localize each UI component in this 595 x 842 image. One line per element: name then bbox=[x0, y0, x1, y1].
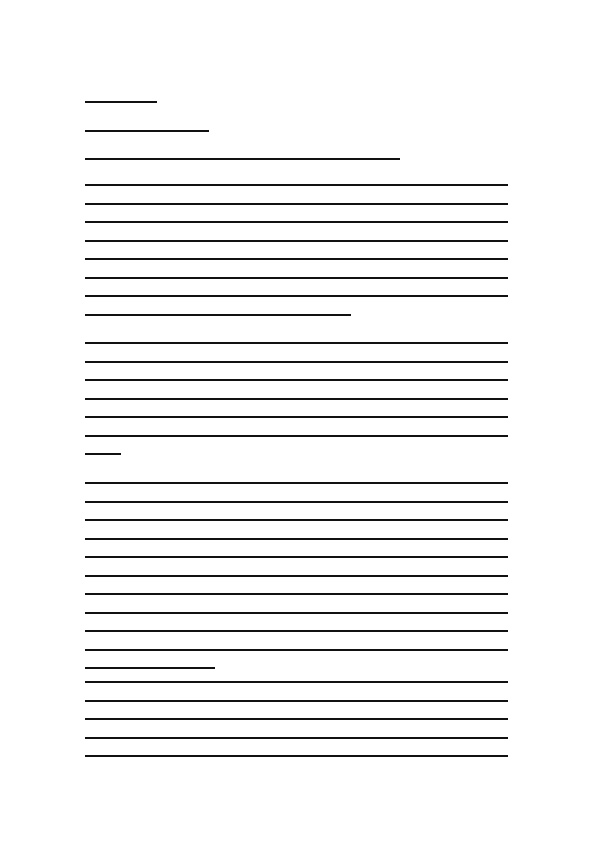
header-line-1 bbox=[85, 101, 157, 103]
header-line-2 bbox=[85, 130, 209, 132]
section-heading bbox=[85, 158, 400, 160]
